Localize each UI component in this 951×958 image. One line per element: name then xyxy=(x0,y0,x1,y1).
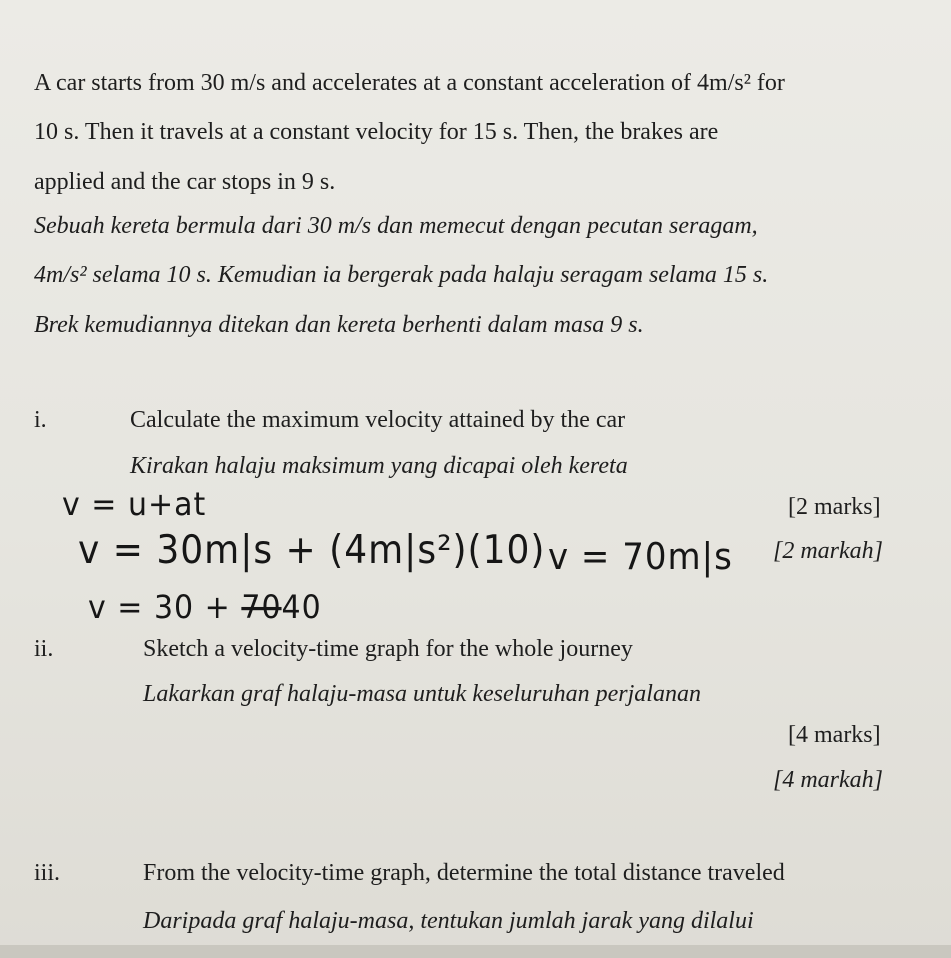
part-i-number: i. xyxy=(34,407,47,433)
part-ii-marks-en: [4 marks] xyxy=(788,722,881,748)
handwritten-calc-struck: 70 xyxy=(241,588,282,627)
part-i-marks-en: [2 marks] xyxy=(788,494,881,520)
question-ms-line-1: Sebuah kereta bermula dari 30 m/s dan memecut dengan pecutan seragam, xyxy=(34,213,758,239)
page-bottom-edge xyxy=(0,945,951,958)
part-i-marks-ms: [2 markah] xyxy=(773,538,884,564)
part-ii-question-ms: Lakarkan graf halaju-masa untuk keseluruhan perjalanan xyxy=(143,681,701,707)
handwritten-calculation xyxy=(88,589,322,627)
handwritten-calc-end: 40 xyxy=(281,588,322,627)
handwritten-answer: v = 70m|s xyxy=(548,535,733,579)
question-ms-line-3: Brek kemudiannya ditekan dan kereta berhenti dalam masa 9 s. xyxy=(34,312,644,338)
part-ii-question-en: Sketch a velocity-time graph for the whole journey xyxy=(143,636,633,662)
handwritten-substitution: v = 30m|s + (4m|s²)(10) xyxy=(78,528,546,573)
handwritten-formula: v = u+at xyxy=(62,485,207,524)
part-i-question-ms: Kirakan halaju maksimum yang dicapai oleh kereta xyxy=(130,453,628,479)
part-ii-number: ii. xyxy=(34,636,54,662)
part-i-question-en: Calculate the maximum velocity attained by the car xyxy=(130,407,626,433)
question-en-line-1: A car starts from 30 m/s and accelerates at a constant acceleration of 4m/s² for xyxy=(34,70,785,96)
part-ii-marks-ms: [4 markah] xyxy=(773,767,884,793)
handwritten-calc-start: v = 30 + xyxy=(88,588,242,627)
part-iii-number: iii. xyxy=(34,860,61,886)
question-en-line-3: applied and the car stops in 9 s. xyxy=(34,169,336,195)
question-en-line-2: 10 s. Then it travels at a constant velocity for 15 s. Then, the brakes are xyxy=(34,119,719,145)
question-ms-line-2: 4m/s² selama 10 s. Kemudian ia bergerak pada halaju seragam selama 15 s. xyxy=(34,262,769,288)
part-iii-question-ms: Daripada graf halaju-masa, tentukan jumlah jarak yang dilalui xyxy=(143,908,754,934)
part-iii-question-en: From the velocity-time graph, determine the total distance traveled xyxy=(143,860,785,886)
